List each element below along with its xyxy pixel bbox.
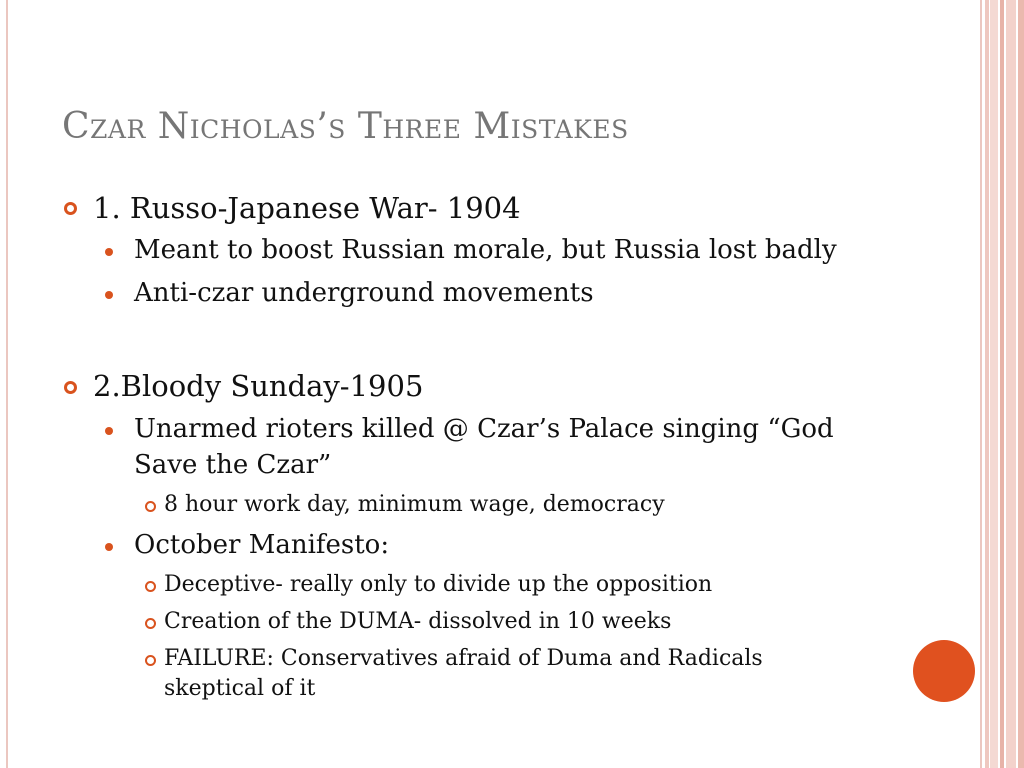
dot-bullet-icon [105,427,113,435]
dot-bullet-icon [105,543,113,551]
ring-bullet-icon [145,501,156,512]
decorative-stripe [990,0,998,768]
bullet-level3: 8 hour work day, minimum wage, democracy [164,492,665,517]
decorative-stripe [1000,0,1004,768]
bullet-level2: Anti-czar underground movements [134,278,594,308]
ring-bullet-icon [145,655,156,666]
decorative-stripe [1018,0,1024,768]
dot-bullet-icon [105,248,113,256]
bullet-level2: October Manifesto: [134,530,390,560]
ring-bullet-icon [145,618,156,629]
ring-bullet-icon [145,581,156,592]
bullet-level2-continuation: Save the Czar” [134,450,332,480]
decorative-stripe [985,0,989,768]
dot-bullet-icon [105,291,113,299]
bullet-level1: 1. Russo-Japanese War- 1904 [93,191,521,225]
decorative-stripe [1006,0,1016,768]
slide-title: Czar Nicholas’s Three Mistakes [62,106,629,147]
bullet-level3-continuation: skeptical of it [164,676,316,701]
bullet-level3: Creation of the DUMA- dissolved in 10 weeks [164,609,672,634]
bullet-level2: Unarmed rioters killed @ Czar’s Palace singing “God [134,414,834,444]
bullet-level1: 2.Bloody Sunday-1905 [93,369,424,403]
bullet-level3: Deceptive- really only to divide up the opposition [164,572,713,597]
bullet-level2: Meant to boost Russian morale, but Russia lost badly [134,235,837,265]
bullet-level3: FAILURE: Conservatives afraid of Duma and Radicals [164,646,763,671]
ring-bullet-icon [64,202,77,215]
decorative-orange-circle [913,640,975,702]
ring-bullet-icon [64,381,77,394]
